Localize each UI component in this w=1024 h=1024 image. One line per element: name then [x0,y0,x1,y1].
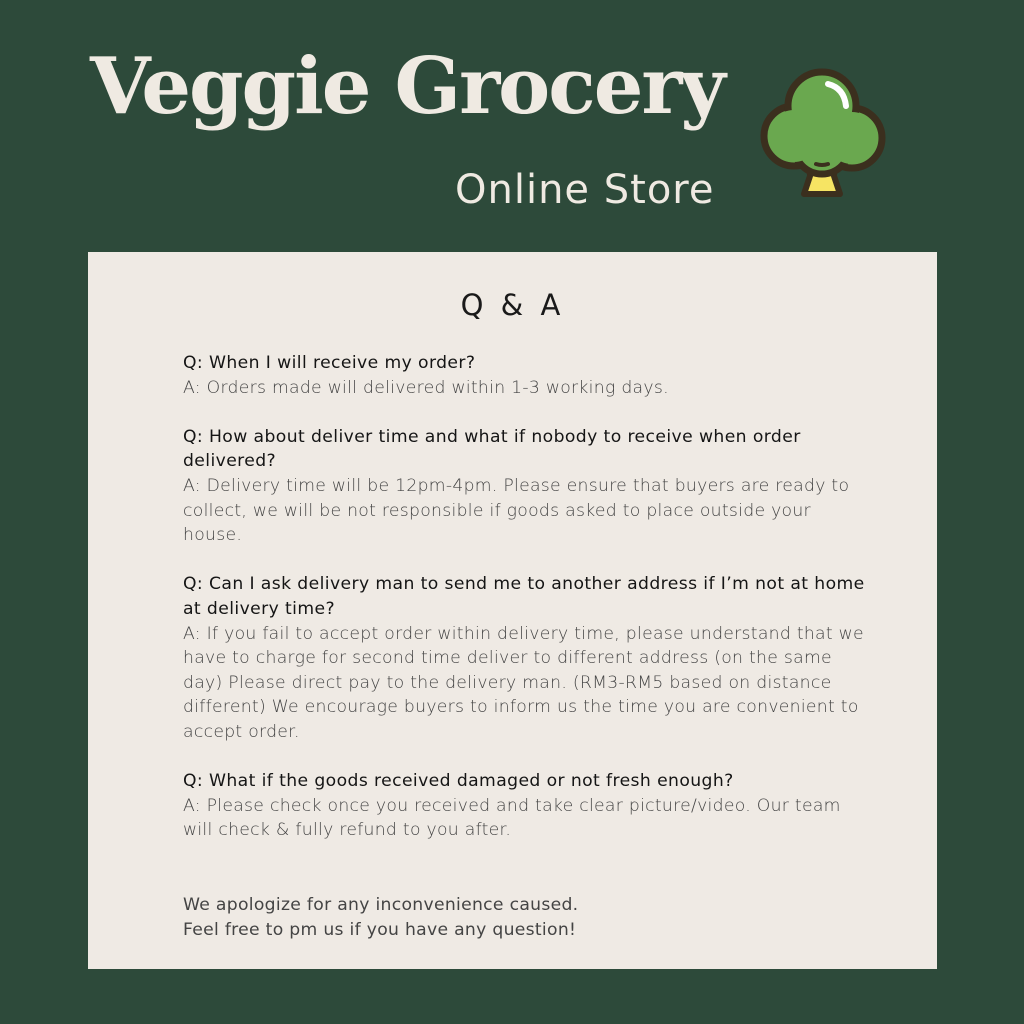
closing-note-line: Feel free to pm us if you have any question! [183,919,577,940]
store-title: Veggie Grocery [90,41,724,132]
closing-note-line: We apologize for any inconvenience caused. [183,895,579,915]
faq-answer: A: Delivery time will be 12pm-4pm. Please ensure that buyers are ready to collect, we will be not responsible if goods asked to place outside your house. [183,475,850,546]
faq-question: Q: How about deliver time and what if nobody to receive when order delivered? [183,426,801,472]
faq-list [183,351,873,867]
faq-question: Q: When I will receive my order? [183,353,476,373]
qa-card [88,252,937,969]
faq-answer: A: Please check once you received and take clear picture/video. Our team will check & fully refund to you after. [183,795,841,841]
faq-answer: A: If you fail to accept order within delivery time, please understand that we have to charge for second time deliver to different address (on the same day) Please direct pay to the delivery man. (RM3-RM5 based on distance different) We encourage buyers to inform us the time you are convenient to accept order. [183,623,864,742]
faq-item [183,769,873,843]
qa-title: Q & A [460,288,565,322]
store-subtitle: Online Store [455,167,715,213]
faq-question: Q: Can I ask delivery man to send me to another address if I’m not at home at delivery time? [183,574,865,619]
faq-item [183,572,873,744]
faq-item [183,425,873,548]
faq-answer: A: Orders made will delivered within 1-3 working days. [183,377,669,398]
faq-item [183,351,873,400]
closing-note [183,893,873,942]
faq-question: Q: What if the goods received damaged or not fresh enough? [183,771,734,792]
broccoli-icon [756,66,888,214]
